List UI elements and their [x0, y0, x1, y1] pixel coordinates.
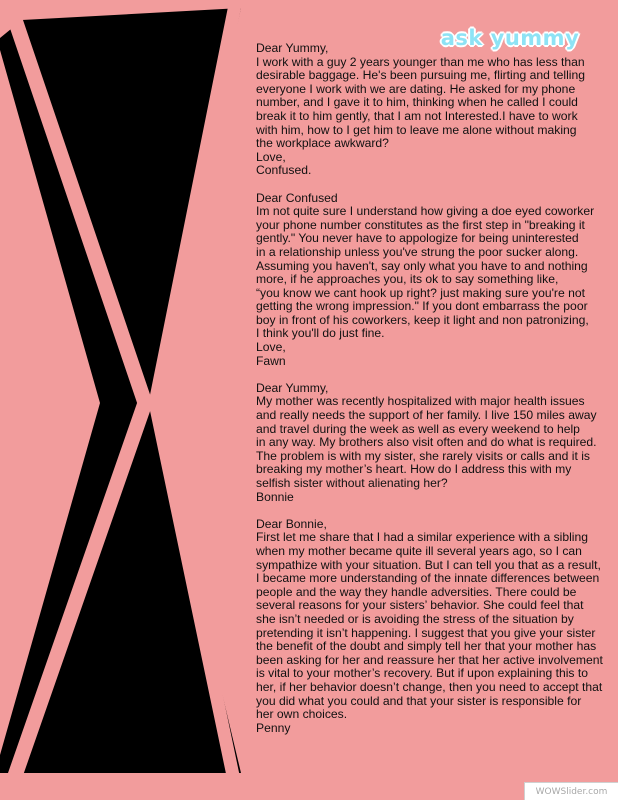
text-line: her own choices. [256, 707, 348, 722]
text-line: her, if her behavior doesn’t change, then you need to accept that [256, 679, 603, 694]
text-line: Penny [256, 720, 291, 735]
text-line: First let me share that I had a similar experience with a sibling [256, 530, 588, 545]
text-line: “you know we cant hook up right? just making sure you're not [256, 285, 585, 300]
text-line: The problem is with my sister, she rarely visits or calls and it is [256, 448, 590, 463]
text-line: getting the wrong impression." If you dont embarrass the poor [256, 299, 588, 314]
text-line: in a relationship unless you've strung the poor sucker along. [256, 244, 579, 259]
text-line: I became more understanding of the innate differences between [256, 571, 600, 586]
text-line: pretending it isn’t happening. I suggest that you give your sister [256, 625, 596, 640]
reply-to-confused [256, 192, 616, 369]
reply-to-bonnie [256, 518, 616, 736]
text-line: and really needs the support of her family. I live 150 miles away [256, 408, 597, 423]
text-line: is vital to your mother’s recovery. But if upon explaining this to [256, 666, 589, 681]
text-line: desirable baggage. He's been pursuing me, flirting and telling [256, 68, 585, 83]
text-line: your phone number constitutes as the first step in "breaking it [256, 217, 585, 232]
text-line: Love, [256, 149, 286, 164]
text-line: when my mother became quite ill several years ago, so I can [256, 543, 582, 558]
wowslider-watermark[interactable]: WOWSlider.com [524, 782, 618, 800]
text-line: several reasons for your sisters’ behavior. She could feel that [256, 598, 584, 613]
text-line: everyone I work with we are dating. He asked for my phone [256, 81, 576, 96]
text-line: Im not quite sure I understand how giving a doe eyed coworker [256, 204, 595, 219]
text-line: in any way. My brothers also visit often and do what is required. [256, 435, 597, 450]
text-line: she isn’t needed or is avoiding the stress of the situation by [256, 611, 574, 626]
text-line: the benefit of the doubt and simply tell her that your mother has [256, 639, 597, 654]
text-line: Dear Yummy, [256, 41, 329, 55]
text-line: more, if he approaches you, its ok to say something like, [256, 272, 559, 287]
letter-bonnie [256, 382, 616, 504]
text-line: I think you'll do just fine. [256, 326, 385, 341]
text-line: I work with a guy 2 years younger than me who has less than [256, 54, 585, 69]
letter-confused [256, 42, 616, 178]
text-line: sympathize with your situation. But I can tell you that as a result, [256, 557, 601, 572]
text-line: people and the way they handle adversities. There could be [256, 584, 577, 599]
text-line: My mother was recently hospitalized with major health issues [256, 394, 585, 409]
text-line: been asking for her and reassure her that her active involvement [256, 652, 603, 667]
text-line: and travel during the week as well as every weekend to help [256, 421, 580, 436]
text-line: Dear Yummy, [256, 380, 329, 395]
text-line: Assuming you haven't, say only what you have to and nothing [256, 258, 588, 273]
text-line: boy in front of his coworkers, keep it light and non patronizing, [256, 312, 589, 327]
text-line: Love, [256, 340, 286, 355]
text-line: gently." You never have to appologize for being uninterested [256, 231, 579, 246]
text-line: selfish sister without alienating her? [256, 476, 448, 490]
text-line: Bonnie [256, 489, 294, 504]
text-line: breaking my mother’s heart. How do I address this with my [256, 462, 572, 477]
text-line: the workplace awkward? [256, 136, 389, 151]
ask-yummy-masthead: ask yummy [440, 26, 580, 50]
text-line: Dear Bonnie, [256, 516, 327, 531]
text-line: break it to him gently, that I am not Interested.I have to work [256, 108, 578, 123]
advice-column [256, 42, 616, 749]
text-line: Fawn [256, 353, 286, 368]
text-line: Dear Confused [256, 190, 338, 205]
text-line: Confused. [256, 163, 312, 178]
text-line: with him, how to I get him to leave me alone without making [256, 122, 577, 137]
text-line: you did what you could and that your sister is responsible for [256, 693, 582, 708]
text-line: number, and I gave it to him, thinking when he called I could [256, 95, 578, 110]
